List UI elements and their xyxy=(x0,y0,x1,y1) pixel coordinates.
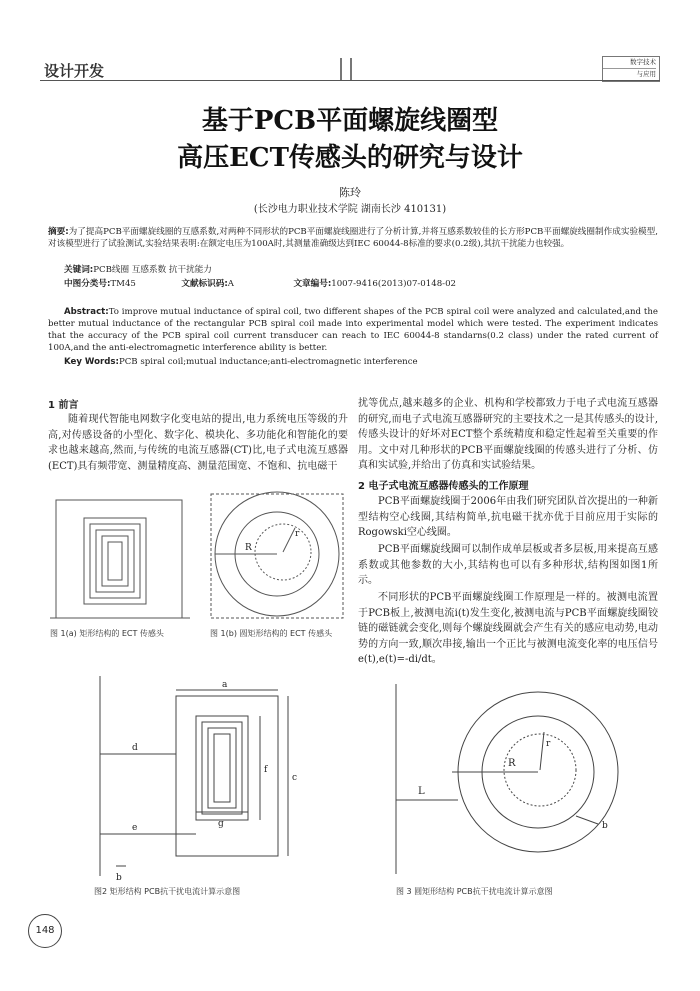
abstract-en-text: To improve mutual inductance of spiral coil, two different shapes of the PCB spiral coil were analyzed and calculated,and the better mutual inductance of the rectangular PCB spiral coil made into experimental model which were tested. The experiment indicates that the accuracy of the PCB spiral coil current transducer can reach to IEC 60044-8 standarns(0.2 class) under the rated current of 100A,and the anti-electromagnetic interference ability is better. xyxy=(48,307,658,353)
fig1a-spiral-5 xyxy=(108,542,122,580)
fig3-label-b: b xyxy=(602,821,608,831)
section1-para-cont: 扰等优点,越来越多的企业、机构和学校都致力于电子式电流互感器的研究,而电子式电流互感器研究的主要技术之一是其传感头的设计,传感头设计的好坏对ECT整个系统精度和稳定性起着至关重要的作用。文中对几种形状的PCB平面螺旋线圈的传感头进行了分析、仿真和实试验,并给出了仿真和实试验结果。 xyxy=(358,398,658,471)
abstract-en xyxy=(48,306,658,354)
doc-label: 文献标识码: xyxy=(181,279,228,289)
keywords-cn xyxy=(64,264,654,276)
fig1a-spiral-outer xyxy=(84,518,146,604)
figure3-caption: 图 3 圆矩形结构 PCB抗干扰电流计算示意图 xyxy=(396,887,553,896)
figure3-diagram xyxy=(388,684,636,874)
page-number: 148 xyxy=(28,914,62,948)
fig3-b-line xyxy=(576,816,598,824)
badge-line2: 与应用 xyxy=(636,70,656,78)
fig3-r-line xyxy=(540,732,544,770)
keywords-en-label: Key Words: xyxy=(64,357,119,367)
figure1b-diagram xyxy=(205,486,350,628)
journal-badge xyxy=(602,56,660,82)
fig2-spiral-3 xyxy=(208,728,236,808)
fig3-label-r: r xyxy=(546,739,551,749)
classification-row xyxy=(64,278,654,290)
section1-heading: 1 前言 xyxy=(48,400,79,411)
abstract-cn xyxy=(48,226,658,250)
fig2-label-c: c xyxy=(292,773,298,783)
keywords-en-text: PCB spiral coil;mutual inductance;anti-electromagnetic interference xyxy=(118,357,418,367)
fig2-label-b: b xyxy=(116,873,122,883)
fig3-label-L: L xyxy=(418,786,425,797)
abstract-en-label: Abstract: xyxy=(64,307,109,317)
keywords-cn-label: 关键词: xyxy=(64,265,94,275)
cls-label: 中图分类号: xyxy=(64,279,111,289)
section1-para: 随着现代智能电网数字化变电站的提出,电力系统电压等级的升高,对传感设备的小型化、数字化、模块化、多功能化和智能化的要求也越来越高,然而,与传统的电流互感器(CT)比,电子式电流互感器(ECT)具有频带宽、测量精度高、测量范围宽、不饱和、抗电磁干 xyxy=(48,414,348,472)
figure1a-diagram xyxy=(44,490,194,630)
fig2-label-d: d xyxy=(132,743,138,753)
art-label: 文章编号: xyxy=(293,279,332,289)
figure2-caption: 图2 矩形结构 PCB抗干扰电流计算示意图 xyxy=(94,887,241,896)
figure1b-caption: 图 1(b) 圆矩形结构的 ECT 传感头 xyxy=(210,629,333,638)
journal-section: 设计开发 xyxy=(44,62,105,80)
abstract-cn-label: 摘要: xyxy=(48,227,69,237)
fig2-label-e: e xyxy=(132,823,138,833)
fig3-label-R: R xyxy=(508,758,516,769)
fig1a-spiral-2 xyxy=(90,524,140,598)
fig1b-r-line xyxy=(283,528,295,552)
title-line1: 基于PCB平面螺旋线圈型 xyxy=(201,106,499,136)
figure1a-caption: 图 1(a) 矩形结构的 ECT 传感头 xyxy=(50,629,164,638)
fig2-spiral-outer xyxy=(196,716,248,820)
title-line2: 高压ECT传感头的研究与设计 xyxy=(177,143,523,173)
fig2-board xyxy=(176,696,278,856)
section2-para3: 不同形状的PCB平面螺旋线圈工作原理是一样的。被测电流置于PCB板上,被测电流i(t)发生变化,被测电流与PCB平面螺旋线圈铰链的磁链就会变化,则每个螺旋线圈就会产生有关的感应电动势,电动势的方向一致,顺次串接,输出一个正比与被测电流变化率的电压信号e(t),e(t)=-di/dt。 xyxy=(358,592,658,665)
doc-value: A xyxy=(227,279,234,289)
badge-line1: 数字技术 xyxy=(603,57,656,69)
cls-value: TM45 xyxy=(110,279,136,289)
affiliation: (长沙电力职业技术学院 湖南长沙 410131) xyxy=(253,204,447,215)
abstract-cn-text: 为了提高PCB平面螺旋线圈的互感系数,对两种不同形状的PCB平面螺旋线圈进行了分析计算,并将互感系数较佳的长方形PCB平面螺旋线圈制作成实验模型,对该模型进行了试验测试,实验结果表明:在额定电压为100A时,其测量准确级达到IEC 60044-8标准的要求(0.2级),其抗干扰能力也较强。 xyxy=(48,227,659,249)
header-rule xyxy=(40,80,660,81)
fig2-label-a: a xyxy=(222,680,228,690)
author: 陈玲 xyxy=(339,186,361,199)
section2-para1: PCB平面螺旋线圈于2006年由我们研究团队首次提出的一种新型结构空心线圈,其结构简单,抗电磁干扰亦优于目前应用于实际的Rogowski空心线圈。 xyxy=(358,496,658,538)
fig2-label-f: f xyxy=(264,765,268,775)
keywords-cn-text: PCB线圈 互感系数 抗干扰能力 xyxy=(93,265,212,275)
fig1b-label-r: r xyxy=(295,529,300,539)
section2-heading: 2 电子式电流互感器传感头的工作原理 xyxy=(358,481,529,492)
fig1b-label-R: R xyxy=(245,543,252,553)
keywords-en xyxy=(64,356,654,368)
fig2-spiral-4 xyxy=(214,734,230,802)
figure2-diagram xyxy=(92,676,314,886)
fig1a-spiral-4 xyxy=(102,536,128,586)
fig2-label-g: g xyxy=(218,819,224,829)
section2-para2: PCB平面螺旋线圈可以制作成单层板或者多层板,用来提高互感系数或其他参数的大小,其结构也可以有多种形状,结构图如图1所示。 xyxy=(358,544,658,586)
art-value: 1007-9416(2013)07-0148-02 xyxy=(331,279,457,289)
